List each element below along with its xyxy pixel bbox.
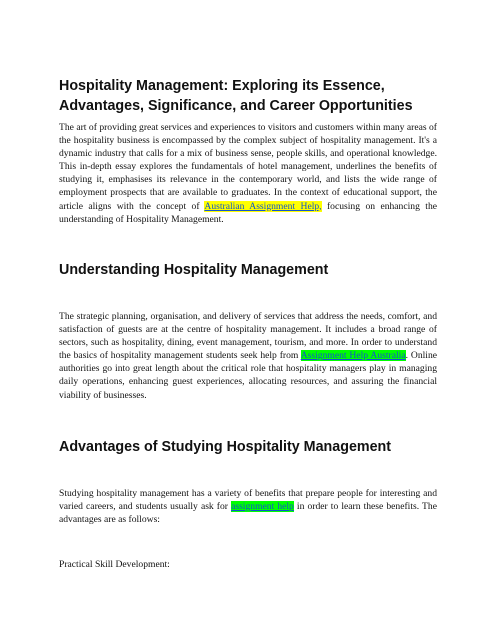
advantages-text-before: Studying hospitality management has a variety of benefits that prepare people for interesting and varied careers, and students usually ask for: [59, 488, 437, 513]
advantages-paragraph: [59, 487, 437, 526]
assignment-help-link[interactable]: assignment help: [231, 501, 294, 513]
practical-skill-subheading: Practical Skill Development:: [59, 559, 170, 570]
understanding-paragraph: [59, 310, 437, 402]
assignment-help-australia-link[interactable]: Assignment Help Australia: [300, 350, 406, 362]
understanding-text-after: . Online authorities go into great length about the critical role that hospitality managers play in managing daily operations, enhancing guest experiences, allocating resources, and assuring the financial viability of businesses.: [59, 350, 437, 401]
section-heading-advantages: Advantages of Studying Hospitality Management: [59, 439, 392, 455]
intro-paragraph: [59, 121, 437, 226]
australian-assignment-help-link[interactable]: Australian Assignment Help,: [204, 200, 322, 212]
intro-text-before: The art of providing great services and experiences to visitors and customers within many areas of the hospitality business is encompassed by the complex subject of hospitality management. It's a dynamic industry that calls for a mix of business sense, people skills, and operational knowledge. This in-depth essay explores the fundamentals of hotel management, underlines the benefits of studying it, emphasises its relevance in the contemporary world, and lists the wide range of employment prospects that are available to graduates. In the context of educational support, the article aligns with the concept of: [59, 122, 437, 212]
advantages-text-after: in order to learn these benefits. The advantages are as follows:: [59, 501, 437, 526]
section-heading-understanding: Understanding Hospitality Management: [59, 262, 329, 278]
document-title: Hospitality Management: Exploring its Essence, Advantages, Significance, and Career Opportunities: [59, 78, 413, 114]
understanding-text-before: The strategic planning, organisation, and delivery of services that address the needs, comfort, and satisfaction of guests are at the centre of hospitality management. It includes a broad range of sectors, such as hospitality, dining, event management, tourism, and more. In order to understand the basics of hospitality management students seek help from: [59, 311, 437, 362]
intro-text-after: focusing on enhancing the understanding of Hospitality Management.: [59, 200, 438, 225]
